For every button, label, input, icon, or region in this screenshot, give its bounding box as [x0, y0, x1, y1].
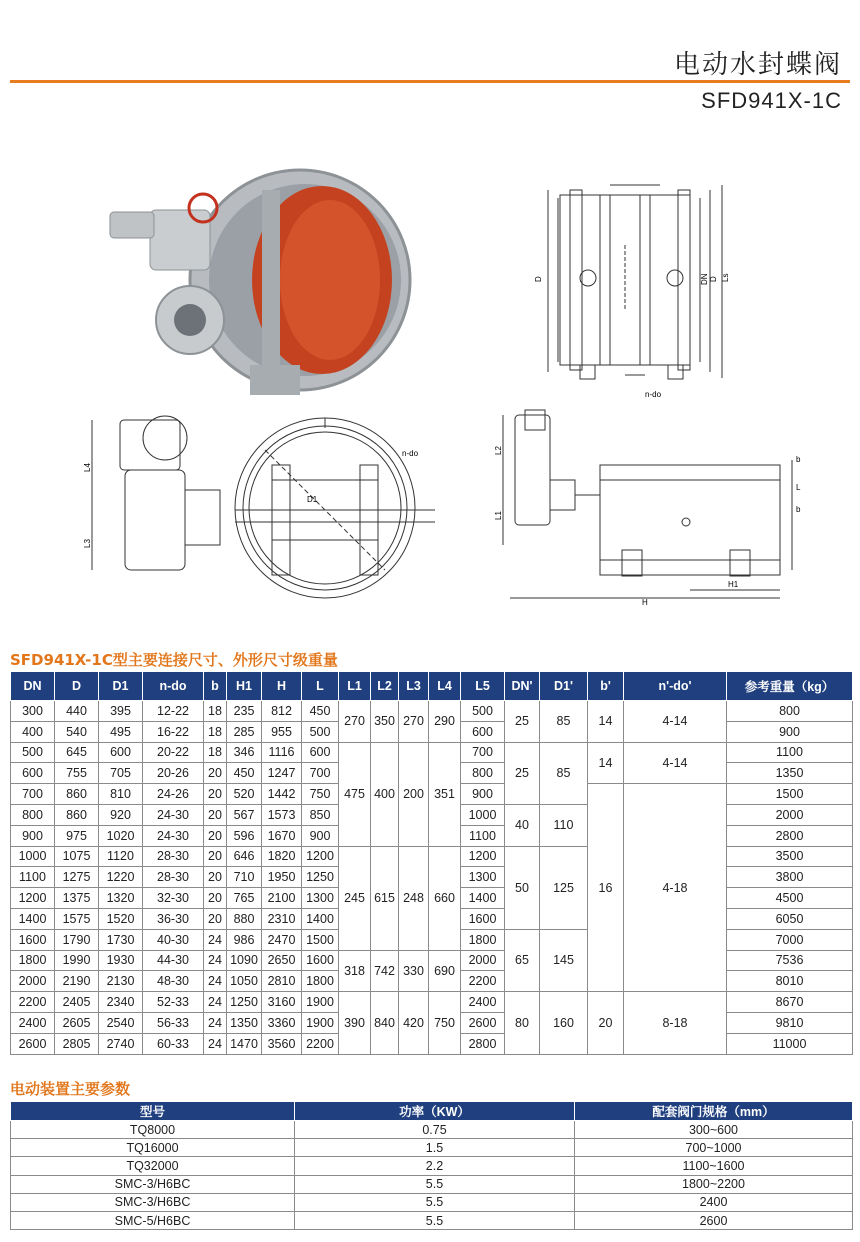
cell-d1: 395 [99, 701, 143, 722]
cell-l4: 750 [429, 992, 461, 1054]
cell-dn: 900 [11, 825, 55, 846]
motor-header-model: 型号 [11, 1102, 295, 1121]
header-dn-prime: DN' [505, 672, 540, 701]
cell-l: 850 [302, 804, 339, 825]
cell-dn: 2000 [11, 971, 55, 992]
cell-b: 20 [204, 825, 227, 846]
cell-b: 18 [204, 721, 227, 742]
header-dn: DN [11, 672, 55, 701]
motor-cell-power: 2.2 [295, 1157, 575, 1175]
cell-l5: 600 [461, 721, 505, 742]
table-row [11, 742, 853, 763]
cell-ndo: 28-30 [143, 867, 204, 888]
cell-b: 18 [204, 742, 227, 763]
cell-h: 955 [262, 721, 302, 742]
motor-cell-model: TQ16000 [11, 1139, 295, 1157]
header-d1-prime: D1' [540, 672, 588, 701]
cell-b: 18 [204, 701, 227, 722]
cell-h: 1116 [262, 742, 302, 763]
cell-h1: 346 [227, 742, 262, 763]
top-label-h1: H1 [728, 580, 739, 589]
cell-l5: 1000 [461, 804, 505, 825]
cell-l: 2200 [302, 1033, 339, 1054]
cell-h1: 646 [227, 846, 262, 867]
header-h1: H1 [227, 672, 262, 701]
table-row [11, 1121, 853, 1139]
cell-d1: 1730 [99, 929, 143, 950]
cell-b: 20 [204, 908, 227, 929]
cell-h: 2650 [262, 950, 302, 971]
cell-h1: 1050 [227, 971, 262, 992]
cell-weight: 7536 [727, 950, 853, 971]
front-view-drawing [548, 185, 722, 379]
cell-l5: 1100 [461, 825, 505, 846]
cell-weight: 11000 [727, 1033, 853, 1054]
header-l4: L4 [429, 672, 461, 701]
cell-h: 3160 [262, 992, 302, 1013]
header-l2: L2 [371, 672, 399, 701]
cell-dn: 500 [11, 742, 55, 763]
cell-h1: 520 [227, 784, 262, 805]
header-l1: L1 [339, 672, 371, 701]
motor-cell-model: SMC-5/H6BC [11, 1211, 295, 1229]
cell-d1: 495 [99, 721, 143, 742]
cell-l1: 245 [339, 846, 371, 950]
cell-dn: 2600 [11, 1033, 55, 1054]
cell-dn: 1800 [11, 950, 55, 971]
cell-weight: 6050 [727, 908, 853, 929]
cell-l3: 248 [399, 846, 429, 950]
motor-cell-valve-range: 700~1000 [575, 1139, 853, 1157]
cell-l4: 290 [429, 701, 461, 743]
cell-weight: 800 [727, 701, 853, 722]
cell-d: 1375 [55, 888, 99, 909]
cell-dn-prime: 50 [505, 846, 540, 929]
cell-h1: 1250 [227, 992, 262, 1013]
table-row [11, 1139, 853, 1157]
cell-h: 1820 [262, 846, 302, 867]
cell-l3: 200 [399, 742, 429, 846]
front-label-d2: D [709, 276, 718, 282]
cell-h1: 765 [227, 888, 262, 909]
cell-ndo: 20-22 [143, 742, 204, 763]
top-label-b2: b [796, 505, 801, 514]
cell-d: 1075 [55, 846, 99, 867]
header-l: L [302, 672, 339, 701]
cell-d: 1990 [55, 950, 99, 971]
cell-l: 1800 [302, 971, 339, 992]
cell-l: 1400 [302, 908, 339, 929]
cell-h: 3560 [262, 1033, 302, 1054]
cell-l5: 900 [461, 784, 505, 805]
cell-d1: 810 [99, 784, 143, 805]
motor-cell-power: 5.5 [295, 1211, 575, 1229]
spec-header-row [11, 672, 853, 701]
cell-dn: 1600 [11, 929, 55, 950]
cell-ndo: 60-33 [143, 1033, 204, 1054]
cell-h: 1573 [262, 804, 302, 825]
side-label-d1: D1 [307, 495, 318, 504]
cell-d1: 1220 [99, 867, 143, 888]
cell-dn: 600 [11, 763, 55, 784]
cell-h1: 596 [227, 825, 262, 846]
cell-dn: 1400 [11, 908, 55, 929]
motor-header-valve-range: 配套阀门规格（mm） [575, 1102, 853, 1121]
cell-l5: 1400 [461, 888, 505, 909]
top-view-drawing [503, 410, 792, 598]
cell-d: 2405 [55, 992, 99, 1013]
cell-l5: 1800 [461, 929, 505, 950]
top-label-l1: L1 [494, 511, 503, 520]
cell-d1: 920 [99, 804, 143, 825]
spec-table-title: SFD941X-1C型主要连接尺寸、外形尺寸级重量 [10, 651, 338, 669]
cell-d: 2805 [55, 1033, 99, 1054]
cell-d1-prime: 85 [540, 742, 588, 804]
spec-table [10, 671, 853, 1055]
cell-ndo-prime: 8-18 [624, 992, 727, 1054]
cell-h1: 450 [227, 763, 262, 784]
cell-h1: 1350 [227, 1012, 262, 1033]
cell-l1: 318 [339, 950, 371, 992]
cell-ndo-prime: 4-14 [624, 742, 727, 784]
cell-dn: 1000 [11, 846, 55, 867]
cell-l: 450 [302, 701, 339, 722]
header-b-prime: b' [588, 672, 624, 701]
cell-dn: 800 [11, 804, 55, 825]
cell-weight: 1500 [727, 784, 853, 805]
motor-cell-valve-range: 1800~2200 [575, 1175, 853, 1193]
side-label-ndo: n-do [402, 449, 419, 458]
cell-l5: 1600 [461, 908, 505, 929]
cell-weight: 900 [727, 721, 853, 742]
cell-ndo: 56-33 [143, 1012, 204, 1033]
cell-b: 24 [204, 971, 227, 992]
header-ndo-prime: n'-do' [624, 672, 727, 701]
cell-d: 860 [55, 784, 99, 805]
motor-table [10, 1101, 853, 1230]
cell-weight: 3500 [727, 846, 853, 867]
cell-h1: 986 [227, 929, 262, 950]
cell-d: 2190 [55, 971, 99, 992]
title-cn: 电动水封蝶阀 [673, 50, 842, 80]
cell-l: 1600 [302, 950, 339, 971]
cell-dn: 300 [11, 701, 55, 722]
table-row [11, 1175, 853, 1193]
cell-h: 1442 [262, 784, 302, 805]
header-b: b [204, 672, 227, 701]
cell-l: 1250 [302, 867, 339, 888]
cell-d: 755 [55, 763, 99, 784]
cell-l: 1500 [302, 929, 339, 950]
cell-weight: 4500 [727, 888, 853, 909]
cell-l: 500 [302, 721, 339, 742]
cell-d1: 2340 [99, 992, 143, 1013]
cell-d1-prime: 85 [540, 701, 588, 743]
cell-h: 3360 [262, 1012, 302, 1033]
motor-cell-valve-range: 1100~1600 [575, 1157, 853, 1175]
table-row [11, 1211, 853, 1229]
cell-l: 750 [302, 784, 339, 805]
top-label-l: L [796, 483, 801, 492]
cell-l: 600 [302, 742, 339, 763]
cell-dn: 2200 [11, 992, 55, 1013]
cell-h: 2310 [262, 908, 302, 929]
figures-area [0, 150, 860, 620]
cell-ndo: 48-30 [143, 971, 204, 992]
cell-b: 20 [204, 846, 227, 867]
cell-l: 1900 [302, 992, 339, 1013]
cell-d: 975 [55, 825, 99, 846]
cell-b: 20 [204, 763, 227, 784]
table-row [11, 950, 853, 971]
cell-ndo: 52-33 [143, 992, 204, 1013]
cell-d1-prime: 145 [540, 929, 588, 991]
cell-l: 900 [302, 825, 339, 846]
cell-h: 1950 [262, 867, 302, 888]
cell-ndo: 24-30 [143, 825, 204, 846]
cell-h: 1670 [262, 825, 302, 846]
cell-l: 700 [302, 763, 339, 784]
cell-d1: 1320 [99, 888, 143, 909]
table-row [11, 1157, 853, 1175]
cell-l2: 350 [371, 701, 399, 743]
cell-l4: 660 [429, 846, 461, 950]
cell-dn-prime: 80 [505, 992, 540, 1054]
cell-h1: 1470 [227, 1033, 262, 1054]
cell-weight: 2800 [727, 825, 853, 846]
table-row [11, 701, 853, 722]
cell-l3: 270 [399, 701, 429, 743]
cell-ndo: 36-30 [143, 908, 204, 929]
cell-ndo: 24-26 [143, 784, 204, 805]
cell-h1: 285 [227, 721, 262, 742]
cell-dn: 2400 [11, 1012, 55, 1033]
cell-l: 1900 [302, 1012, 339, 1033]
cell-dn: 1200 [11, 888, 55, 909]
top-label-l2: L2 [494, 446, 503, 455]
header-d: D [55, 672, 99, 701]
cell-weight: 2000 [727, 804, 853, 825]
cell-weight: 1100 [727, 742, 853, 763]
cell-l5: 2600 [461, 1012, 505, 1033]
cell-h: 812 [262, 701, 302, 722]
motor-cell-model: SMC-3/H6BC [11, 1175, 295, 1193]
cell-dn: 1100 [11, 867, 55, 888]
cell-l1: 390 [339, 992, 371, 1054]
motor-cell-valve-range: 300~600 [575, 1121, 853, 1139]
cell-l1: 475 [339, 742, 371, 846]
cell-h1: 710 [227, 867, 262, 888]
cell-b: 24 [204, 992, 227, 1013]
title-rule [10, 80, 850, 83]
front-label-ls: Ls [721, 273, 730, 282]
motor-cell-valve-range: 2400 [575, 1193, 853, 1211]
cell-d: 645 [55, 742, 99, 763]
side-label-l4: L4 [83, 463, 92, 472]
cell-h1: 880 [227, 908, 262, 929]
cell-h1: 1090 [227, 950, 262, 971]
cell-l5: 2400 [461, 992, 505, 1013]
front-label-ndo: n-do [645, 390, 662, 399]
cell-l5: 700 [461, 742, 505, 763]
header-h: H [262, 672, 302, 701]
cell-weight: 7000 [727, 929, 853, 950]
table-row [11, 992, 853, 1013]
cell-l2: 615 [371, 846, 399, 950]
cell-h: 2100 [262, 888, 302, 909]
header-d1: D1 [99, 672, 143, 701]
side-view-drawing [92, 416, 435, 598]
valve-photo [110, 170, 410, 395]
cell-l5: 2800 [461, 1033, 505, 1054]
cell-b-prime: 14 [588, 701, 624, 743]
motor-cell-power: 1.5 [295, 1139, 575, 1157]
cell-d: 540 [55, 721, 99, 742]
cell-b: 24 [204, 1033, 227, 1054]
table-row [11, 1193, 853, 1211]
cell-ndo-prime: 4-14 [624, 701, 727, 743]
header-weight: 参考重量（kg） [727, 672, 853, 701]
cell-b: 24 [204, 1012, 227, 1033]
cell-d: 1575 [55, 908, 99, 929]
cell-dn-prime: 65 [505, 929, 540, 991]
cell-l5: 800 [461, 763, 505, 784]
cell-b: 20 [204, 804, 227, 825]
front-label-dn: DN [700, 273, 709, 285]
cell-ndo-prime: 4-18 [624, 784, 727, 992]
side-label-l3: L3 [83, 539, 92, 548]
cell-d1: 2540 [99, 1012, 143, 1033]
motor-cell-model: TQ8000 [11, 1121, 295, 1139]
cell-l5: 2000 [461, 950, 505, 971]
cell-d1: 1020 [99, 825, 143, 846]
cell-d1: 600 [99, 742, 143, 763]
cell-d1: 705 [99, 763, 143, 784]
cell-d1-prime: 160 [540, 992, 588, 1054]
cell-l: 1300 [302, 888, 339, 909]
cell-d1: 2740 [99, 1033, 143, 1054]
cell-b: 24 [204, 929, 227, 950]
cell-b: 20 [204, 888, 227, 909]
cell-d: 2605 [55, 1012, 99, 1033]
motor-cell-power: 5.5 [295, 1175, 575, 1193]
cell-ndo: 12-22 [143, 701, 204, 722]
cell-l2: 840 [371, 992, 399, 1054]
cell-d1-prime: 110 [540, 804, 588, 846]
header-l5: L5 [461, 672, 505, 701]
motor-table-title: 电动装置主要参数 [10, 1080, 131, 1098]
title-en: SFD941X-1C [701, 88, 842, 113]
motor-cell-power: 5.5 [295, 1193, 575, 1211]
cell-b: 24 [204, 950, 227, 971]
motor-cell-power: 0.75 [295, 1121, 575, 1139]
cell-b: 20 [204, 867, 227, 888]
cell-l5: 1200 [461, 846, 505, 867]
cell-d: 1790 [55, 929, 99, 950]
cell-b-prime: 14 [588, 742, 624, 784]
cell-weight: 8010 [727, 971, 853, 992]
cell-d1: 1120 [99, 846, 143, 867]
cell-l1: 270 [339, 701, 371, 743]
cell-h: 2470 [262, 929, 302, 950]
cell-l3: 330 [399, 950, 429, 992]
cell-d: 860 [55, 804, 99, 825]
motor-header-power: 功率（KW） [295, 1102, 575, 1121]
cell-ndo: 44-30 [143, 950, 204, 971]
cell-h1: 235 [227, 701, 262, 722]
cell-dn-prime: 40 [505, 804, 540, 846]
cell-ndo: 20-26 [143, 763, 204, 784]
cell-weight: 9810 [727, 1012, 853, 1033]
cell-h1: 567 [227, 804, 262, 825]
header-ndo: n-do [143, 672, 204, 701]
cell-ndo: 24-30 [143, 804, 204, 825]
cell-h: 2810 [262, 971, 302, 992]
cell-l5: 1300 [461, 867, 505, 888]
cell-l5: 2200 [461, 971, 505, 992]
cell-b-prime: 16 [588, 784, 624, 992]
cell-l: 1200 [302, 846, 339, 867]
cell-d: 440 [55, 701, 99, 722]
cell-d1: 1520 [99, 908, 143, 929]
cell-weight: 1350 [727, 763, 853, 784]
top-label-b: b [796, 455, 801, 464]
cell-dn: 400 [11, 721, 55, 742]
cell-d1: 1930 [99, 950, 143, 971]
cell-dn: 700 [11, 784, 55, 805]
motor-cell-model: SMC-3/H6BC [11, 1193, 295, 1211]
front-label-d: D [534, 276, 543, 282]
cell-weight: 3800 [727, 867, 853, 888]
cell-dn-prime: 25 [505, 742, 540, 804]
motor-cell-model: TQ32000 [11, 1157, 295, 1175]
top-label-h: H [642, 598, 648, 607]
cell-dn-prime: 25 [505, 701, 540, 743]
cell-l3: 420 [399, 992, 429, 1054]
cell-ndo: 32-30 [143, 888, 204, 909]
cell-b-prime: 20 [588, 992, 624, 1054]
cell-d1-prime: 125 [540, 846, 588, 929]
motor-header-row [11, 1102, 853, 1121]
cell-ndo: 28-30 [143, 846, 204, 867]
cell-weight: 8670 [727, 992, 853, 1013]
header-l3: L3 [399, 672, 429, 701]
cell-b: 20 [204, 784, 227, 805]
cell-ndo: 16-22 [143, 721, 204, 742]
cell-l2: 742 [371, 950, 399, 992]
cell-l4: 351 [429, 742, 461, 846]
cell-d1: 2130 [99, 971, 143, 992]
cell-h: 1247 [262, 763, 302, 784]
cell-l5: 500 [461, 701, 505, 722]
cell-d: 1275 [55, 867, 99, 888]
cell-ndo: 40-30 [143, 929, 204, 950]
motor-cell-valve-range: 2600 [575, 1211, 853, 1229]
cell-l2: 400 [371, 742, 399, 846]
cell-l4: 690 [429, 950, 461, 992]
table-row [11, 846, 853, 867]
